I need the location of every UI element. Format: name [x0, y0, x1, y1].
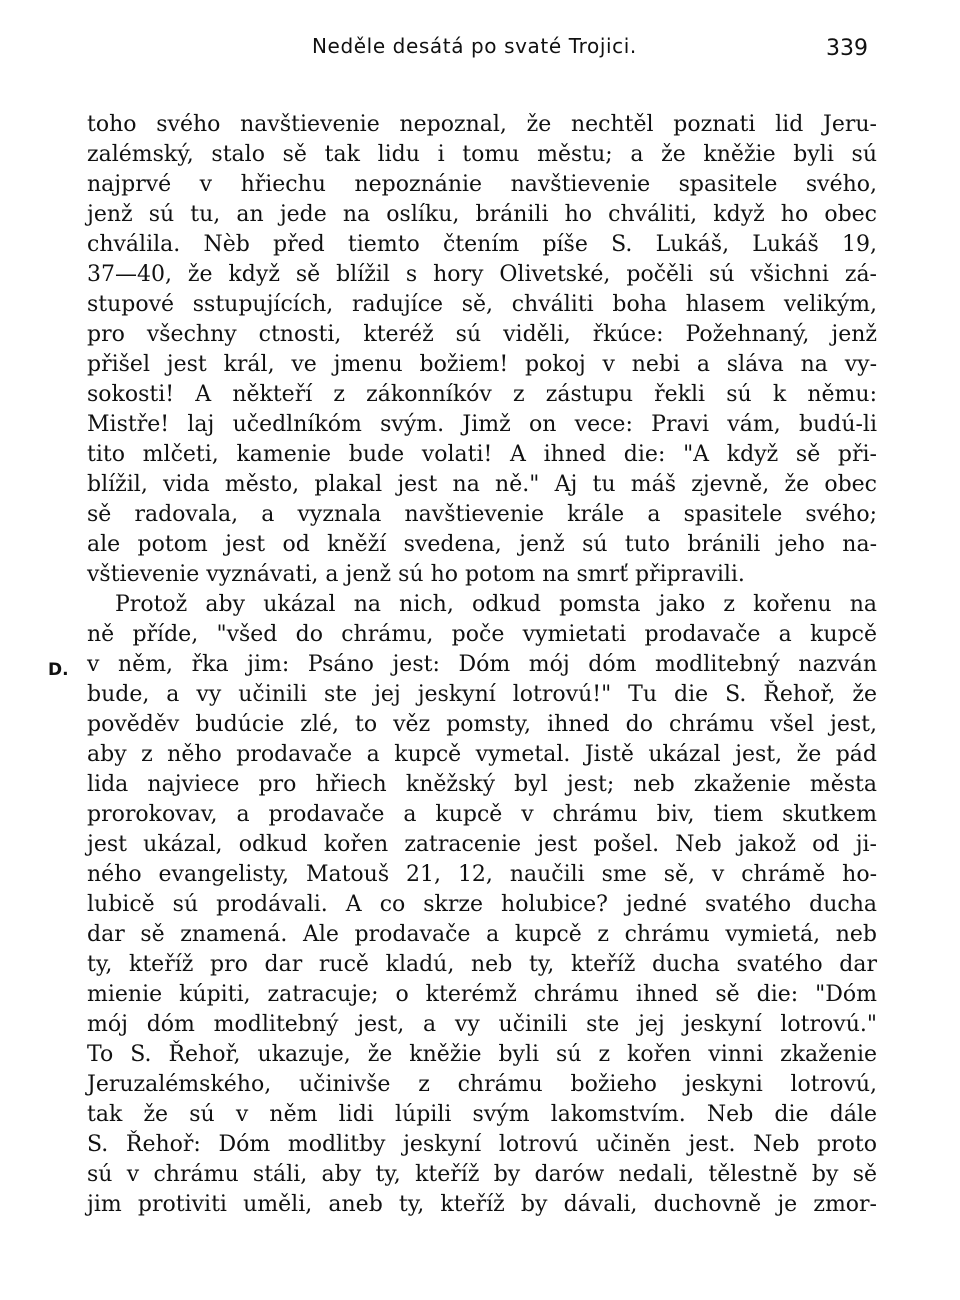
text-line: najprvé v hřiechu nepoznánie navštievenie spasitele svého, [87, 172, 877, 197]
running-title: Neděle desátá po svaté Trojici. [312, 34, 637, 58]
text-line: Protož aby ukázal na nich, odkud pomsta jako z kořenu na [115, 592, 877, 617]
text-line: ného evangelisty, Matouš 21, 12, naučili sme sě, v chrámě ho- [87, 862, 877, 887]
text-line: aby z něho prodavače a kupcě vymetal. Jistě ukázal jest, že pád [87, 742, 877, 767]
text-line: jest ukázal, odkud kořen zatracenie jest pošel. Neb jakož od ji- [87, 832, 877, 857]
text-line: mój dóm modlitebný jest, a vy učinili ste jej jeskyní lotrovú." [87, 1012, 877, 1037]
text-line: tak že sú v něm lidi lúpili svým lakomstvím. Neb die dále [87, 1102, 877, 1127]
text-line: v něm, řka jim: Psáno jest: Dóm mój dóm modlitebný nazván [87, 652, 877, 677]
text-line: toho svého navštievenie nepoznal, že nechtěl poznati lid Jeru- [87, 112, 877, 137]
text-line: ale potom jest od kněží svedena, jenž sú tuto bránili jeho na- [87, 532, 877, 557]
page-number: 339 [826, 36, 868, 61]
text-line: blížil, vida město, plakal jest na ně." Aj tu máš zjevně, že obec [87, 472, 877, 497]
text-line: S. Řehoř: Dóm modlitby jeskyní lotrovú učiněn jest. Neb proto [87, 1132, 877, 1157]
text-line: ty, kteříž pro dar rucě kladú, neb ty, kteříž ducha svatého dar [87, 952, 877, 977]
text-line: To S. Řehoř, ukazuje, že kněžie byli sú z kořen vinni zkaženie [87, 1042, 877, 1067]
text-line: bude, a vy učinili ste jej jeskyní lotrovú!" Tu die S. Řehoř, že [87, 682, 877, 707]
margin-note: D. [48, 660, 69, 680]
text-line: Mistře! laj učedlníkóm svým. Jimž on vece: Pravi vám, budú-li [87, 412, 877, 437]
text-line: přišel jest král, ve jmenu božiem! pokoj v nebi a sláva na vy- [87, 352, 877, 377]
text-line: stupové sstupujících, radujíce sě, chváliti boha hlasem velikým, [87, 292, 877, 317]
text-line: zalémský, stalo sě tak lidu i tomu městu; a že kněžie byli sú [87, 142, 877, 167]
text-line: sokosti! A někteří z zákonníkóv z zástupu řekli sú k němu: [87, 382, 877, 407]
text-line: Jeruzalémského, učinivše z chrámu božieho jeskyni lotrovú, [87, 1072, 877, 1097]
text-line: lida najviece pro hřiech kněžský byl jest; neb zkaženie města [87, 772, 877, 797]
text-line: lubicě sú prodávali. A co skrze holubice? jedné svatého ducha [87, 892, 877, 917]
text-line: sú v chrámu stáli, aby ty, kteříž by darów nedali, tělestně by sě [87, 1162, 877, 1187]
text-line: pro všechny ctnosti, kteréž sú viděli, řkúce: Požehnaný, jenž [87, 322, 877, 347]
text-line: vštievenie vyznávati, a jenž sú ho potom na smrť připravili. [87, 562, 745, 587]
text-line: jim protiviti uměli, aneb ty, kteříž by dávali, duchovně je zmor- [87, 1192, 877, 1217]
text-line: pověděv budúcie zlé, to věz pomsty, ihned do chrámu všel jest, [87, 712, 877, 737]
text-line: ně příde, "všed do chrámu, poče vymietati prodavače a kupcě [87, 622, 877, 647]
body-text [87, 110, 877, 1220]
text-line: sě radovala, a vyznala navštievenie krále a spasitele svého; [87, 502, 877, 527]
text-line: dar sě znamená. Ale prodavače a kupcě z chrámu vymietá, neb [87, 922, 877, 947]
text-line: prorokovav, a prodavače a kupcě v chrámu biv, tiem skutkem [87, 802, 877, 827]
text-line: chválila. Nèb před tiemto čtením píše S. Lukáš, Lukáš 19, [87, 232, 877, 257]
text-line: tito mlčeti, kamenie bude volati! A ihned die: "A když sě při- [87, 442, 877, 467]
text-line: mienie kúpiti, zatracuje; o kterémž chrámu ihned sě die: "Dóm [87, 982, 877, 1007]
text-line: jenž sú tu, an jede na oslíku, bránili ho chváliti, když ho obec [87, 202, 877, 227]
text-line: 37—40, že když sě blížil s hory Olivetské, počěli sú všichni zá- [87, 262, 877, 287]
